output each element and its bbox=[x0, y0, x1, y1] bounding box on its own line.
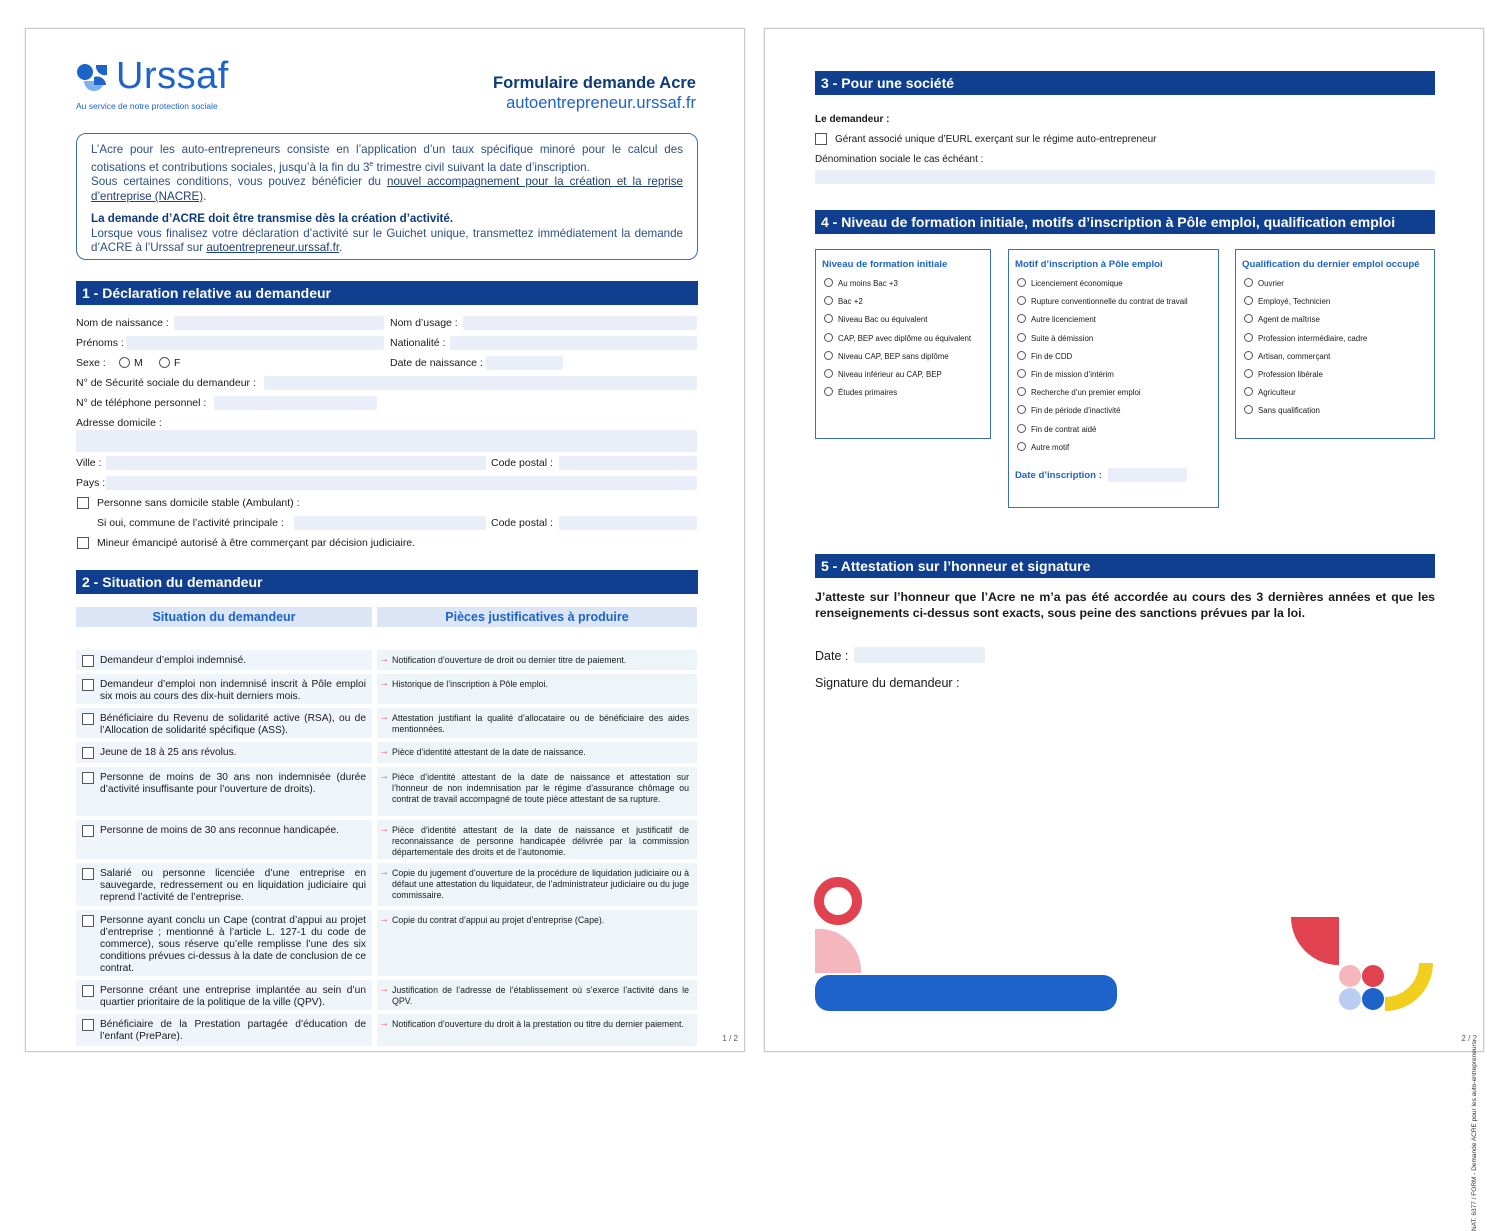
label-nationalite: Nationalité : bbox=[390, 337, 446, 349]
label-sexe: Sexe : bbox=[76, 357, 106, 369]
formation-radio[interactable] bbox=[824, 387, 833, 396]
decor-lightblue-dot bbox=[1339, 988, 1361, 1010]
arrow-right-icon: → bbox=[379, 654, 389, 665]
piece-text: Copie du contrat d’appui au projet d’entreprise (Cape). bbox=[392, 915, 605, 925]
nom-naissance-field[interactable] bbox=[174, 316, 384, 330]
situation-checkbox[interactable] bbox=[82, 915, 94, 927]
formation-label: Niveau Bac ou équivalent bbox=[838, 315, 928, 325]
label-ville: Ville : bbox=[76, 457, 102, 469]
formation-option[interactable] bbox=[824, 278, 898, 288]
qualif-label: Sans qualification bbox=[1258, 406, 1320, 416]
motif-radio[interactable] bbox=[1017, 369, 1026, 378]
arrow-right-icon: → bbox=[379, 1018, 389, 1029]
decor-quarter bbox=[815, 929, 861, 973]
label-secu: N° de Sécurité sociale du demandeur : bbox=[76, 377, 256, 389]
formation-option[interactable] bbox=[824, 387, 897, 397]
motif-radio[interactable] bbox=[1017, 314, 1026, 323]
situation-checkbox[interactable] bbox=[82, 772, 94, 784]
section-1-title: 1 - Déclaration relative au demandeur bbox=[76, 281, 698, 305]
formation-title: Niveau de formation initiale bbox=[822, 259, 948, 270]
formation-radio[interactable] bbox=[824, 296, 833, 305]
situation-text: Jeune de 18 à 25 ans révolus. bbox=[100, 747, 237, 758]
intro-paragraph-2 bbox=[91, 175, 683, 204]
arrow-right-icon: → bbox=[379, 824, 389, 835]
motif-label: Autre motif bbox=[1031, 442, 1070, 452]
situation-checkbox[interactable] bbox=[82, 713, 94, 725]
decor-bar bbox=[815, 975, 1117, 1011]
situation-checkbox[interactable] bbox=[82, 1019, 94, 1031]
motif-radio[interactable] bbox=[1017, 351, 1026, 360]
intro-sup: e bbox=[369, 160, 374, 168]
motif-label: Suite à démission bbox=[1031, 333, 1094, 343]
piece-text: Copie du jugement d’ouverture de la procédure de liquidation judiciaire ou à défaut une attestation du liquidateur, de l’administrateur judiciaire ou du juge commissaire. bbox=[392, 868, 689, 900]
piece-text: Notification d’ouverture du droit à la prestation ou titre du dernier paiement. bbox=[392, 1019, 684, 1029]
col-pieces: Pièces justificatives à produire bbox=[377, 607, 697, 627]
situation-text: Personne créant une entreprise implantée au sein d’un quartier prioritaire de la politique de la ville (QPV). bbox=[100, 985, 366, 1008]
qualif-option[interactable] bbox=[1244, 333, 1367, 343]
formation-option[interactable] bbox=[824, 296, 863, 306]
label-demandeur: Le demandeur : bbox=[815, 114, 890, 125]
situation-checkbox[interactable] bbox=[82, 985, 94, 997]
label-code-postal-2: Code postal : bbox=[491, 517, 553, 529]
qualif-option[interactable] bbox=[1244, 405, 1320, 415]
sexe-f-label: F bbox=[174, 357, 181, 369]
urssaf-logo bbox=[76, 55, 246, 111]
arrow-right-icon: → bbox=[379, 678, 389, 689]
formation-radio[interactable] bbox=[824, 369, 833, 378]
qualif-label: Profession intermédiaire, cadre bbox=[1258, 333, 1368, 343]
label-date-inscription: Date d’inscription : bbox=[1015, 470, 1102, 481]
commune-field[interactable] bbox=[294, 516, 486, 530]
label-prenoms: Prénoms : bbox=[76, 337, 124, 349]
piece-text: Pièce d’identité attestant de la date de naissance et attestation sur l’honneur de non indemnisation par le régime d’assurance chômage ou contrat de travail accompagné de toute pièce attestant de sa rupture. bbox=[392, 772, 689, 804]
situation-text: Personne de moins de 30 ans non indemnisée (durée d’activité insuffisante pour l’ouverture de droits). bbox=[100, 772, 366, 795]
form-reference: NAT. 6377 / FORM - Demande ACRE pour les auto-entrepreneurs bbox=[1471, 1041, 1478, 1231]
label-nom-usage: Nom d’usage : bbox=[390, 317, 458, 329]
piece-row bbox=[377, 708, 697, 738]
label-date-naissance: Date de naissance : bbox=[390, 357, 483, 369]
arrow-right-icon: → bbox=[379, 914, 389, 925]
sexe-m-label: M bbox=[134, 357, 143, 369]
qualif-label: Artisan, commerçant bbox=[1258, 351, 1331, 361]
motif-title: Motif d’inscription à Pôle emploi bbox=[1015, 259, 1163, 270]
situation-checkbox[interactable] bbox=[82, 825, 94, 837]
qualif-radio[interactable] bbox=[1244, 405, 1253, 414]
prenoms-field[interactable] bbox=[126, 336, 384, 350]
formation-label: Niveau inférieur au CAP, BEP bbox=[838, 370, 942, 379]
intro-text: trimestre civil suivant la date d’inscription. bbox=[373, 160, 590, 174]
situation-text: Bénéficiaire de la Prestation partagée d’éducation de l’enfant (PrePare). bbox=[100, 1019, 366, 1042]
nom-usage-field[interactable] bbox=[463, 316, 697, 330]
motif-radio[interactable] bbox=[1017, 333, 1026, 342]
sdf-checkbox[interactable] bbox=[77, 497, 89, 509]
formation-label: Bac +2 bbox=[838, 297, 863, 307]
page-number: 1 / 2 bbox=[722, 1034, 738, 1043]
motif-box bbox=[1008, 249, 1219, 508]
decor-ring bbox=[819, 882, 857, 920]
intro-text: L’Acre pour les auto-entrepreneurs consiste en l’application d’un taux spécifique minoré pour le calcul des cotisations et contributions sociales, jusqu’à la fin du 3 bbox=[91, 143, 683, 174]
situation-text: Demandeur d’emploi indemnisé. bbox=[100, 655, 247, 666]
section-5-title: 5 - Attestation sur l’honneur et signature bbox=[815, 554, 1435, 578]
label-pays: Pays : bbox=[76, 477, 106, 489]
decor-right bbox=[1289, 915, 1437, 1015]
motif-label: Autre licenciement bbox=[1031, 315, 1096, 325]
formation-option[interactable] bbox=[824, 369, 942, 379]
intro-paragraph-1 bbox=[91, 143, 683, 175]
motif-option[interactable] bbox=[1017, 278, 1123, 288]
section-2-title: 2 - Situation du demandeur bbox=[76, 570, 698, 594]
arrow-right-icon: → bbox=[379, 984, 389, 995]
formation-radio[interactable] bbox=[824, 314, 833, 323]
decor-red-dot bbox=[1362, 965, 1384, 987]
piece-row bbox=[377, 674, 697, 704]
motif-option[interactable] bbox=[1017, 351, 1072, 361]
motif-option[interactable] bbox=[1017, 442, 1069, 452]
code-postal-2-field[interactable] bbox=[559, 516, 697, 530]
piece-text: Attestation justifiant la qualité d’allocataire ou de bénéficiaire des aides mentionnées. bbox=[392, 713, 689, 734]
formation-option[interactable] bbox=[824, 351, 949, 361]
motif-radio[interactable] bbox=[1017, 424, 1026, 433]
motif-radio[interactable] bbox=[1017, 387, 1026, 396]
intro-important: La demande d’ACRE doit être transmise dès la création d’activité. bbox=[91, 212, 454, 226]
motif-radio[interactable] bbox=[1017, 442, 1026, 451]
secu-field[interactable] bbox=[264, 376, 697, 390]
qualif-option[interactable] bbox=[1244, 314, 1320, 324]
pays-field[interactable] bbox=[106, 476, 697, 490]
qualif-label: Agent de maîtrise bbox=[1258, 315, 1320, 325]
qualif-radio[interactable] bbox=[1244, 351, 1253, 360]
situation-row bbox=[76, 742, 372, 763]
situation-text: Bénéficiaire du Revenu de solidarité active (RSA), ou de l’Allocation de solidarité spécifique (ASS). bbox=[100, 713, 366, 736]
sexe-f-radio[interactable] bbox=[159, 357, 170, 368]
gerant-checkbox[interactable] bbox=[815, 133, 827, 145]
piece-text: Historique de l’inscription à Pôle emploi. bbox=[392, 679, 548, 689]
label-mineur: Mineur émancipé autorisé à être commerçant par décision judiciaire. bbox=[97, 537, 416, 549]
situation-checkbox[interactable] bbox=[82, 655, 94, 667]
adresse-field[interactable] bbox=[76, 430, 697, 452]
qualif-radio[interactable] bbox=[1244, 314, 1253, 323]
situation-row bbox=[76, 674, 372, 704]
date-naissance-field[interactable] bbox=[486, 356, 563, 370]
piece-row bbox=[377, 742, 697, 763]
decor-blue-dot bbox=[1362, 988, 1384, 1010]
formation-option[interactable] bbox=[824, 333, 971, 343]
motif-label: Rupture conventionnelle du contrat de travail bbox=[1031, 297, 1188, 307]
motif-radio[interactable] bbox=[1017, 405, 1026, 414]
piece-row bbox=[377, 820, 697, 859]
qualif-radio[interactable] bbox=[1244, 296, 1253, 305]
piece-text: Justification de l’adresse de l’établissement où s’exerce l’activité dans le QPV. bbox=[392, 985, 689, 1006]
situation-row bbox=[76, 767, 372, 816]
motif-label: Fin de période d’inactivité bbox=[1031, 406, 1121, 416]
motif-option[interactable] bbox=[1017, 369, 1114, 379]
situation-row bbox=[76, 910, 372, 976]
situation-text: Personne ayant conclu un Cape (contrat d’appui au projet d’entreprise ; mentionné à l’article L. 127-1 du code de commerce), sous réserve qu’elle remplisse l’une des six conditions prévues ci-dessus à la date de conclusion de ce contrat. bbox=[100, 915, 366, 974]
label-signature: Signature du demandeur : bbox=[815, 676, 960, 690]
urssaf-logo-icon bbox=[76, 63, 112, 97]
decor-left bbox=[813, 874, 1125, 1014]
formation-box bbox=[815, 249, 991, 439]
formation-radio[interactable] bbox=[824, 351, 833, 360]
qualif-box bbox=[1235, 249, 1435, 439]
motif-option[interactable] bbox=[1017, 405, 1120, 415]
code-postal-field[interactable] bbox=[559, 456, 697, 470]
label-commune: Si oui, commune de l’activité principale : bbox=[97, 517, 284, 529]
label-sdf: Personne sans domicile stable (Ambulant) : bbox=[97, 497, 300, 509]
situation-row bbox=[76, 980, 372, 1010]
motif-option[interactable] bbox=[1017, 333, 1093, 343]
motif-label: Licenciement économique bbox=[1031, 279, 1123, 288]
situation-text: Salarié ou personne licenciée d’une entreprise en sauvegarde, redressement ou en liquidation judiciaire qui reprend l’activité de l’entreprise. bbox=[100, 868, 366, 903]
piece-row bbox=[377, 767, 697, 816]
qualif-label: Profession libérale bbox=[1258, 370, 1323, 379]
situation-row bbox=[76, 1014, 372, 1046]
label-nom-naissance: Nom de naissance : bbox=[76, 317, 169, 329]
qualif-radio[interactable] bbox=[1244, 369, 1253, 378]
label-code-postal: Code postal : bbox=[491, 457, 553, 469]
formation-label: Niveau CAP, BEP sans diplôme bbox=[838, 351, 949, 361]
intro-box bbox=[76, 133, 698, 260]
motif-option[interactable] bbox=[1017, 314, 1096, 324]
motif-option[interactable] bbox=[1017, 296, 1188, 306]
arrow-right-icon: → bbox=[379, 712, 389, 723]
situation-row bbox=[76, 650, 372, 670]
motif-radio[interactable] bbox=[1017, 296, 1026, 305]
date-field[interactable] bbox=[854, 647, 985, 663]
nationalite-field[interactable] bbox=[450, 336, 697, 350]
mineur-checkbox[interactable] bbox=[77, 537, 89, 549]
attestation-text: J’atteste sur l’honneur que l’Acre ne m’a pas été accordée au cours des 3 dernières années et que les renseignements ci-dessus sont exacts, sous peine des sanctions prévues par la loi. bbox=[815, 590, 1435, 620]
motif-label: Fin de mission d’intérim bbox=[1031, 370, 1114, 379]
situation-checkbox[interactable] bbox=[82, 747, 94, 759]
qualif-option[interactable] bbox=[1244, 351, 1330, 361]
ville-field[interactable] bbox=[106, 456, 486, 470]
col-situation: Situation du demandeur bbox=[76, 607, 372, 627]
qualif-option[interactable] bbox=[1244, 296, 1330, 306]
formation-radio[interactable] bbox=[824, 278, 833, 287]
piece-row bbox=[377, 650, 697, 670]
formation-option[interactable] bbox=[824, 314, 928, 324]
situation-text: Demandeur d’emploi non indemnisé inscrit à Pôle emploi six mois au cours des dix-huit derniers mois. bbox=[100, 679, 366, 702]
page-1 bbox=[25, 28, 745, 1052]
denomination-field[interactable] bbox=[815, 170, 1435, 184]
motif-label: Fin de contrat aidé bbox=[1031, 424, 1097, 434]
qualif-label: Agriculteur bbox=[1258, 388, 1296, 398]
formation-radio[interactable] bbox=[824, 333, 833, 342]
motif-label: Recherche d’un premier emploi bbox=[1031, 388, 1141, 398]
decor-yellow-arc bbox=[1385, 963, 1433, 1011]
page-number: 2 / 2 bbox=[1461, 1034, 1477, 1043]
arrow-right-icon: → bbox=[379, 771, 389, 782]
form-site: autoentrepreneur.urssaf.fr bbox=[506, 94, 696, 112]
situation-row bbox=[76, 708, 372, 738]
piece-row bbox=[377, 1014, 697, 1046]
qualif-radio[interactable] bbox=[1244, 333, 1253, 342]
arrow-right-icon: → bbox=[379, 867, 389, 878]
qualif-title: Qualification du dernier emploi occupé bbox=[1242, 259, 1420, 270]
intro-paragraph-4 bbox=[91, 227, 683, 256]
piece-text: Pièce d’identité attestant de la date de naissance et justificatif de reconnaissance de personne handicapée délivrée par la commission départementale des droits et de l’autonomie. bbox=[392, 825, 689, 857]
situation-row bbox=[76, 820, 372, 859]
intro-text: . bbox=[203, 189, 207, 203]
arrow-right-icon: → bbox=[379, 746, 389, 757]
tel-field[interactable] bbox=[214, 396, 377, 410]
brand-name: Urssaf bbox=[116, 55, 229, 97]
decor-red-quarter bbox=[1291, 917, 1339, 965]
situation-text: Personne de moins de 30 ans reconnue handicapée. bbox=[100, 825, 340, 836]
motif-option[interactable] bbox=[1017, 387, 1141, 397]
qualif-radio[interactable] bbox=[1244, 387, 1253, 396]
qualif-option[interactable] bbox=[1244, 278, 1284, 288]
nacre-link[interactable]: nouvel accompagnement pour la création et la reprise d’entreprise (NACRE) bbox=[91, 175, 683, 203]
piece-row bbox=[377, 910, 697, 976]
label-date: Date : bbox=[815, 649, 849, 663]
label-gerant: Gérant associé unique d’EURL exerçant sur le régime auto-entrepreneur bbox=[835, 134, 1157, 145]
section-4-title: 4 - Niveau de formation initiale, motifs d’inscription à Pôle emploi, qualification emploi bbox=[815, 210, 1435, 234]
qualif-option[interactable] bbox=[1244, 387, 1296, 397]
sexe-m-radio[interactable] bbox=[119, 357, 130, 368]
label-adresse: Adresse domicile : bbox=[76, 417, 162, 429]
section-3-title: 3 - Pour une société bbox=[815, 71, 1435, 95]
piece-row bbox=[377, 980, 697, 1010]
date-inscription-field[interactable] bbox=[1108, 468, 1187, 482]
intro-text: . bbox=[339, 241, 343, 255]
site-link[interactable]: autoentrepreneur.urssaf.fr bbox=[206, 241, 340, 255]
label-denomination: Dénomination sociale le cas échéant : bbox=[815, 154, 984, 165]
formation-label: CAP, BEP avec diplôme ou équivalent bbox=[838, 333, 972, 343]
brand-tagline: Au service de notre protection sociale bbox=[76, 101, 218, 111]
piece-row bbox=[377, 863, 697, 906]
piece-text: Notification d’ouverture de droit ou dernier titre de paiement. bbox=[392, 655, 627, 665]
form-header bbox=[493, 74, 696, 113]
motif-option[interactable] bbox=[1017, 424, 1096, 434]
qualif-label: Ouvrier bbox=[1258, 279, 1284, 288]
qualif-label: Employé, Technicien bbox=[1258, 297, 1331, 307]
label-tel: N° de téléphone personnel : bbox=[76, 397, 207, 409]
decor-pink-dot bbox=[1339, 965, 1361, 987]
situation-row bbox=[76, 863, 372, 906]
formation-label: Au moins Bac +3 bbox=[838, 279, 898, 288]
qualif-radio[interactable] bbox=[1244, 278, 1253, 287]
intro-text: Sous certaines conditions, vous pouvez bénéficier du bbox=[91, 175, 387, 189]
motif-radio[interactable] bbox=[1017, 278, 1026, 287]
motif-label: Fin de CDD bbox=[1031, 351, 1073, 361]
formation-label: Études primaires bbox=[838, 388, 898, 398]
qualif-option[interactable] bbox=[1244, 369, 1323, 379]
piece-text: Pièce d’identité attestant de la date de naissance. bbox=[392, 747, 586, 757]
situation-checkbox[interactable] bbox=[82, 868, 94, 880]
form-title: Formulaire demande Acre bbox=[493, 74, 696, 92]
intro-text: Lorsque vous finalisez votre déclaration d’activité sur le Guichet unique, transmettez immédiatement la demande d’ACRE à l’Urssaf sur bbox=[91, 226, 683, 255]
situation-checkbox[interactable] bbox=[82, 679, 94, 691]
page-2 bbox=[764, 28, 1484, 1231]
